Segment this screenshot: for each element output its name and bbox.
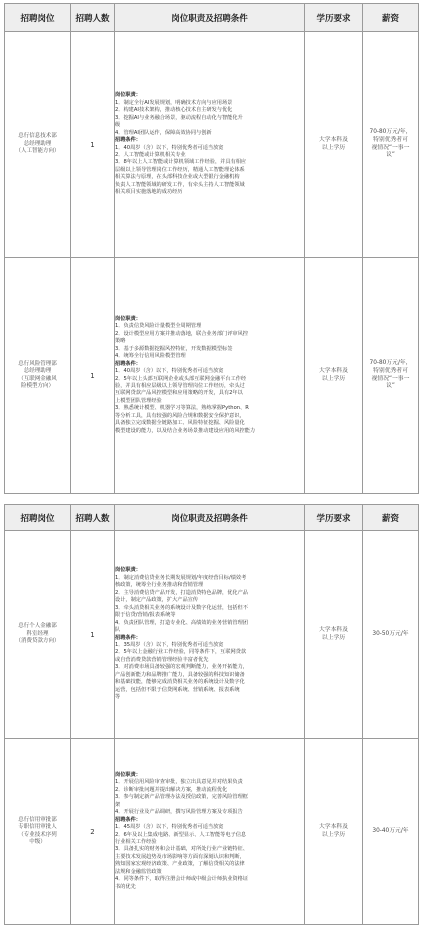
job-description-line: 3．8年以上人工智能或计算机领域工作经验，并具有相应: [115, 159, 247, 166]
header-salary: 薪资: [363, 4, 419, 32]
job-description-line: 核政策，统筹全行业务推动和营销管理: [115, 582, 204, 589]
header-position: 招聘岗位: [5, 505, 71, 531]
job-description-line: 1．开展信用风险审查审批，独立出具意见并对结果负责: [115, 779, 243, 786]
job-description-line: 1．35周岁（含）以下，特别优秀者可适当放宽: [115, 641, 224, 648]
header-duties: 岗位职责及招聘条件: [115, 4, 305, 32]
header-count: 招聘人数: [71, 505, 115, 531]
job-salary-line: 视情况“一事一: [371, 144, 410, 151]
job-description-line: 策略: [115, 338, 126, 345]
table-header-row: [5, 4, 419, 32]
job-title-line: 总经理助理: [23, 368, 52, 375]
job-description-line: 2．5年以上金融行业工作经验，同等条件下，互联网贷款: [115, 649, 247, 656]
job-education: [305, 739, 363, 925]
job-title-line: （消费贷款方向）: [15, 638, 60, 645]
job-description-line: 3．对消费市场具备较强的宏观判断能力，业务开拓能力，: [115, 664, 248, 671]
job-description-line: 招聘条件：: [115, 816, 141, 823]
job-education-line: 以上学历: [321, 375, 346, 382]
job-description-line: 招聘条件：: [115, 137, 141, 144]
job-description-line: 2．设计模型应用方案并推动落地，联合业务部门评审风控: [115, 330, 248, 337]
job-description-line: 上模型团队管理经验: [115, 397, 162, 404]
job-description-line: 1．负责信贷风险计量模型全周期管理: [115, 323, 202, 330]
job-title-line: 总行信用审批部: [18, 816, 57, 823]
job-count: 2: [71, 739, 115, 925]
job-title-line: （互联网金融风: [18, 375, 57, 382]
job-salary-line: 30-40万元/年: [372, 827, 409, 834]
job-description-line: 等: [115, 694, 121, 701]
job-education: [305, 32, 363, 258]
job-description-line: 1．40周岁（含）以下，特别优秀者可适当放宽: [115, 144, 224, 151]
job-description-line: 1．制定消费信贷业务长期发展规划/年度经营目标/绩效考: [115, 574, 247, 581]
job-description-line: 设计，制定产品政策，扩大产品宣传: [115, 597, 199, 604]
recruitment-table-1: [4, 3, 419, 494]
job-title: [5, 32, 71, 258]
job-education-line: 大学本科及: [319, 367, 348, 374]
job-description-line: 4．负责团队管理，打造专业化、高绩效的业务营销管理团: [115, 619, 248, 626]
job-title-line: 总行个人金融部: [18, 623, 57, 630]
job-salary: [363, 258, 419, 494]
header-position: 招聘岗位: [5, 4, 71, 32]
job-salary: [363, 32, 419, 258]
header-duties: 岗位职责及招聘条件: [115, 505, 305, 531]
job-description-line: 3．参与制定新产品管理办法及授信政策，完善风险管理框: [115, 794, 248, 801]
job-description: [115, 32, 305, 258]
job-count: 1: [71, 531, 115, 739]
job-salary-line: 特别优秀者可: [373, 136, 408, 143]
job-description-line: 岗位职责：: [115, 771, 141, 778]
job-description: [115, 531, 305, 739]
job-salary-line: 特别优秀者可: [373, 367, 408, 374]
header-education: 学历要求: [305, 505, 363, 531]
job-education-line: 以上学历: [321, 144, 346, 151]
job-description-line: 2．6年及以上集成电路、新型显示、人工智能等电子信息: [115, 831, 247, 838]
table-header-row: [5, 505, 419, 531]
job-description-line: 法规和金融监管政策: [115, 868, 162, 875]
job-description-line: 互联网贷款产品风控模型和应用策略的开发，具有2年以: [115, 390, 243, 397]
job-description-line: 3．挖掘AI与业务融合场景，驱动流程自动化与智能化升: [115, 114, 243, 121]
job-education-line: 大学本科及: [319, 626, 348, 633]
job-title: [5, 258, 71, 494]
job-title: [5, 531, 71, 739]
job-description: [115, 258, 305, 494]
job-description-line: 运营，包括但不限于信贷网系统、营销系统、报表系统: [115, 686, 240, 693]
job-description-line: 招聘条件：: [115, 634, 141, 641]
job-description-line: 2．人工智能或计算机相关专业: [115, 151, 186, 158]
job-description-line: 3．熟悉统计模型、机器学习等算法，熟练掌握Python、R: [115, 405, 249, 412]
job-description-line: 2．诊断审批问题并提出解决方案，推动流程优化: [115, 786, 228, 793]
job-description-line: 架: [115, 801, 121, 808]
job-count: 1: [71, 258, 115, 494]
job-description-line: 1．制定全行AI发展规划，明确技术方向与应用场景: [115, 99, 233, 106]
table-row: [5, 258, 419, 494]
job-description-line: 3．牵头消贷相关业务的系统设计及数字化运营，包括但不: [115, 604, 248, 611]
job-description-line: 模型建设的能力，以及结合业务场景推动建设应用的风控能力: [115, 427, 256, 434]
job-description-line: 等分析工具，具有较强的风险合规和数据安全保护意识，: [115, 412, 245, 419]
job-description-line: 限于信贷/营销/报表系统等: [115, 612, 176, 619]
job-description-line: 队: [115, 627, 121, 634]
job-description-line: 4．管理AI团队运作，保障高效协同与创新: [115, 129, 212, 136]
job-title-line: 中级）: [29, 838, 46, 845]
job-education-line: 大学本科及: [319, 823, 348, 830]
job-description-line: 行业相关工作经验: [115, 838, 157, 845]
job-title-line: 专职信用审批人: [18, 824, 57, 831]
job-description-line: 1．40周岁（含）以下，特别优秀者可适当放宽: [115, 368, 224, 375]
header-salary: 薪资: [363, 505, 419, 531]
job-salary: [363, 739, 419, 925]
table-row: [5, 739, 419, 925]
job-title-line: 总行风险管理部: [18, 360, 57, 367]
job-title-line: （专业技术序列: [18, 831, 57, 838]
job-title-line: 险模型方向）: [20, 382, 54, 389]
header-count: 招聘人数: [71, 4, 115, 32]
job-description-line: 熟知国家宏观经济政策、产业政策，了解信贷相关的法律: [115, 861, 245, 868]
job-description-line: 2．5年以上头部互联网企业或头部互联网金融平台工作经: [115, 375, 247, 382]
job-description-line: 2．构建AI技术架构，推动核心技术自主研发与优化: [115, 107, 233, 114]
job-salary-line: 视情况“一事一: [371, 375, 410, 382]
job-description-line: 相关算法与原理，在头部科技企业或大型银行金融机构: [115, 174, 240, 181]
job-salary-line: 议”: [386, 383, 395, 390]
job-salary-line: 30-50万元/年: [372, 630, 409, 637]
job-description-line: 负责人工智能领域的研发工作，有牵头主持人工智能领域: [115, 181, 245, 188]
job-description-line: 层级以上领导管理岗位工作经历，精通人工智能理论体系: [115, 166, 245, 173]
job-title-line: 总经理助理: [23, 140, 52, 147]
header-education: 学历要求: [305, 4, 363, 32]
job-description-line: 3．基于多源数据挖掘风控特征，开发数据模型标签: [115, 345, 233, 352]
job-description-line: 产品创新能力和品牌推广能力，具备较强的科技知识储备: [115, 671, 245, 678]
table-row: [5, 531, 419, 739]
job-description: [115, 739, 305, 925]
recruitment-table-2: [4, 504, 419, 925]
job-description-line: 4．开展行业及产品调研，撰写风险管理方案及专项报告: [115, 809, 243, 816]
job-description-line: 4．同等条件下，取得注册会计师或中级会计师执业资格证: [115, 876, 248, 883]
job-description-line: 或自营消费贷款营销管理经验丰富者优先: [115, 656, 209, 663]
job-description-line: 和基础技能，能够完成消贷相关业务的系统设计及数字化: [115, 679, 245, 686]
job-count: 1: [71, 32, 115, 258]
job-salary-line: 议”: [386, 152, 395, 159]
job-description-line: 主要技术发展趋势及市场影响等方面有深刻认识和判断，: [115, 853, 245, 860]
job-description-line: 书的优先: [115, 883, 136, 890]
job-title-line: （人工智能方向）: [15, 148, 60, 155]
job-salary: [363, 531, 419, 739]
job-description-line: 岗位职责：: [115, 92, 141, 99]
job-description-line: 3．具备扎实的财务和会计基础，对所处行业产业链特征、: [115, 846, 248, 853]
job-description-line: 岗位职责：: [115, 315, 141, 322]
table-row: [5, 32, 419, 258]
job-title: [5, 739, 71, 925]
job-title-line: 科室经理: [26, 630, 49, 637]
job-salary-line: 70-80万元/年，: [369, 360, 412, 367]
job-salary-line: 70-80万元/年，: [369, 129, 412, 136]
job-description-line: 验，并具有相应层级以上领导管理岗位工作经历，牵头过: [115, 382, 245, 389]
job-description-line: 2．主导消费信贷产品开发，打造消贷特色品牌，优化产品: [115, 589, 248, 596]
job-education-line: 以上学历: [321, 634, 346, 641]
job-description-line: 级: [115, 122, 121, 129]
job-description-line: 1．45周岁（含）以下，特别优秀者可适当放宽: [115, 824, 224, 831]
job-education-line: 以上学历: [321, 831, 346, 838]
job-description-line: 岗位职责：: [115, 567, 141, 574]
job-title-line: 总行信息技术部: [18, 133, 57, 140]
job-education-line: 大学本科及: [319, 136, 348, 143]
job-education: [305, 258, 363, 494]
job-education: [305, 531, 363, 739]
job-description-line: 相关项目实施落地的成功经历: [115, 189, 183, 196]
job-description-line: 4．统筹全行信用风险模型管理: [115, 353, 186, 360]
job-description-line: 招聘条件：: [115, 360, 141, 367]
job-description-line: 具备独立完成数据全链路加工、风险特征挖掘、风险量化: [115, 420, 245, 427]
